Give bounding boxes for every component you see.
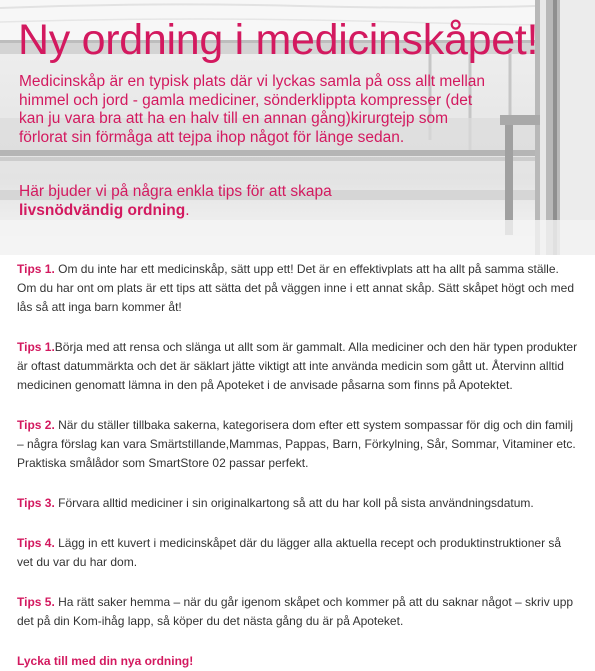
intro-paragraph: Medicinskåp är en typisk plats där vi lyckas samla på oss allt mellan himmel och jord - gamla mediciner, sönderklippta kompresser (det kan ju vara bra att ha en halv till en annan gång)kirurgtejp som förlorat sin förmåga att tejpa ihop något för länge sedan. <box>19 73 486 146</box>
tip-text: Om du inte har ett medicinskåp, sätt upp ett! Det är en effektivplats att ha allt på samma ställe. Om du har ont om plats är ett tips att sätta det på väggen inne i ett annat skåp. Sätt skåpet högt och med lås så att inga barn kommer åt! <box>17 262 574 314</box>
tip-label: Tips 3. <box>17 496 55 510</box>
hero-banner <box>0 0 595 255</box>
tip-item <box>17 534 579 572</box>
tip-text: Börja med att rensa och slänga ut allt som är gammalt. Alla mediciner och den här typen produkter är oftast datummärkta och det är säklart jätte viktigt att inte använda medicin som gått ut. Återvinn alltid medicinen genomatt lämna in den på Apoteket i de anvisade påsarna som finns på Apotektet. <box>17 340 578 392</box>
tip-text: Ha rätt saker hemma – när du går igenom skåpet och kommer på att du saknar något – skriv upp det på din Kom-ihåg lapp, så köper du det nästa gång du är på Apoteket. <box>17 595 574 628</box>
cta-text: Här bjuder vi på några enkla tips för att skapa <box>19 183 332 200</box>
tip-item <box>17 593 579 631</box>
tip-label: Tips 2. <box>17 418 55 432</box>
cta-emphasis: livsnödvändig ordning <box>19 201 186 219</box>
tips-list <box>17 260 579 671</box>
tip-item <box>17 494 579 513</box>
tip-label: Tips 5. <box>17 595 55 609</box>
tip-item <box>17 416 579 473</box>
closing-message: Lycka till med din nya ordning! <box>17 654 194 668</box>
cta-end: . <box>185 201 190 219</box>
tip-text: När du ställer tillbaka sakerna, kategorisera dom efter ett system sompassar för dig och din familj – några förslag kan vara Smärtstillande,Mammas, Pappas, Barn, Förkylning, Sår, Sommar, Vitaminer etc. Praktiska smålådor som SmartStore 02 passar perfekt. <box>17 418 576 470</box>
tip-item <box>17 338 579 395</box>
tip-label: Tips 4. <box>17 536 55 550</box>
tip-label: Tips 1. <box>17 262 55 276</box>
tip-label: Tips 1. <box>17 340 55 354</box>
tip-text: Förvara alltid mediciner i sin originalkartong så att du har koll på sista användningsdatum. <box>54 496 534 510</box>
tip-item <box>17 260 579 317</box>
tip-text: Lägg in ett kuvert i medicinskåpet där du lägger alla aktuella recept och produktinstruktioner så vet du var du har dom. <box>17 536 562 569</box>
intro-call-to-action <box>19 183 489 220</box>
page-title: Ny ordning i medicinskåpet! <box>18 16 539 64</box>
